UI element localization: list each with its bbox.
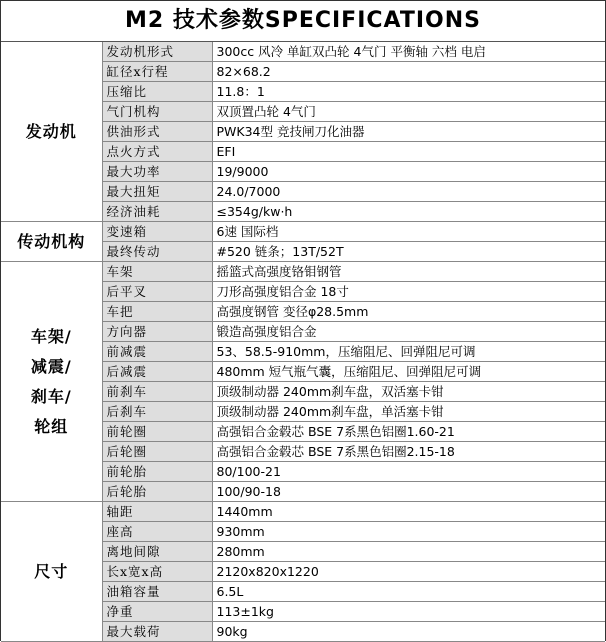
spec-value: #520 链条；13T/52T [212,242,605,262]
spec-label: 车架 [102,262,212,282]
spec-value: 双顶置凸轮 4气门 [212,102,605,122]
spec-label: 轴距 [102,502,212,522]
spec-value: 100/90-18 [212,482,605,502]
spec-value: 280mm [212,542,605,562]
spec-value: 53、58.5-910mm，压缩阻尼、回弹阻尼可调 [212,342,605,362]
spec-label: 车把 [102,302,212,322]
section-category: 发动机 [1,42,102,222]
spec-value: 113±1kg [212,602,605,622]
spec-value: 11.8：1 [212,82,605,102]
spec-label: 最终传动 [102,242,212,262]
spec-value: 2120x820x1220 [212,562,605,582]
spec-label: 点火方式 [102,142,212,162]
spec-label: 最大功率 [102,162,212,182]
spec-value: 82×68.2 [212,62,605,82]
section-category-line: 刹车/ [30,386,72,406]
page-title: M2 技术参数SPECIFICATIONS [1,1,605,42]
section-category-line: 轮组 [34,416,69,436]
section-category: 传动机构 [1,222,102,262]
spec-value: 高强铝合金毂芯 BSE 7系黑色铝圈2.15-18 [212,442,605,462]
spec-label: 气门机构 [102,102,212,122]
spec-value: 摇篮式高强度铬钼钢管 [212,262,605,282]
spec-row [1,42,605,62]
spec-value: 顶级制动器 240mm刹车盘，单活塞卡钳 [212,402,605,422]
spec-row [1,262,605,282]
spec-value: 80/100-21 [212,462,605,482]
spec-value: 高强铝合金毂芯 BSE 7系黑色铝圈1.60-21 [212,422,605,442]
spec-label: 前轮胎 [102,462,212,482]
spec-value: PWK34型 竞技闸刀化油器 [212,122,605,142]
spec-value: EFI [212,142,605,162]
section-category-line: 减震/ [30,356,72,376]
spec-value: 90kg [212,622,605,642]
spec-label: 方向器 [102,322,212,342]
spec-label: 油箱容量 [102,582,212,602]
spec-value: 1440mm [212,502,605,522]
section-category: 尺寸 [1,502,102,642]
spec-label: 压缩比 [102,82,212,102]
spec-row [1,502,605,522]
spec-label: 前轮圈 [102,422,212,442]
spec-label: 后刹车 [102,402,212,422]
spec-value: 930mm [212,522,605,542]
spec-value: 300cc 风冷 单缸双凸轮 4气门 平衡轴 六档 电启 [212,42,605,62]
spec-label: 供油形式 [102,122,212,142]
spec-table [1,42,605,642]
section-category [1,262,102,502]
section-category-line: 车架/ [30,326,72,346]
spec-label: 离地间隙 [102,542,212,562]
spec-value: 480mm 短气瓶气囊，压缩阻尼、回弹阻尼可调 [212,362,605,382]
spec-value: 6速 国际档 [212,222,605,242]
spec-label: 前减震 [102,342,212,362]
spec-label: 后减震 [102,362,212,382]
spec-label: 净重 [102,602,212,622]
spec-label: 后轮胎 [102,482,212,502]
spec-label: 经济油耗 [102,202,212,222]
spec-value: 19/9000 [212,162,605,182]
spec-value: 刀形高强度铝合金 18寸 [212,282,605,302]
spec-row [1,222,605,242]
spec-value: ≤354g/kw·h [212,202,605,222]
spec-label: 后轮圈 [102,442,212,462]
spec-label: 缸径x行程 [102,62,212,82]
spec-label: 前刹车 [102,382,212,402]
spec-value: 6.5L [212,582,605,602]
spec-label: 发动机形式 [102,42,212,62]
spec-value: 顶级制动器 240mm刹车盘，双活塞卡钳 [212,382,605,402]
spec-value: 24.0/7000 [212,182,605,202]
spec-label: 长x宽x高 [102,562,212,582]
spec-label: 最大扭矩 [102,182,212,202]
spec-label: 座高 [102,522,212,542]
spec-value: 锻造高强度铝合金 [212,322,605,342]
spec-label: 最大载荷 [102,622,212,642]
spec-value: 高强度钢管 变径φ28.5mm [212,302,605,322]
spec-label: 后平叉 [102,282,212,302]
spec-label: 变速箱 [102,222,212,242]
